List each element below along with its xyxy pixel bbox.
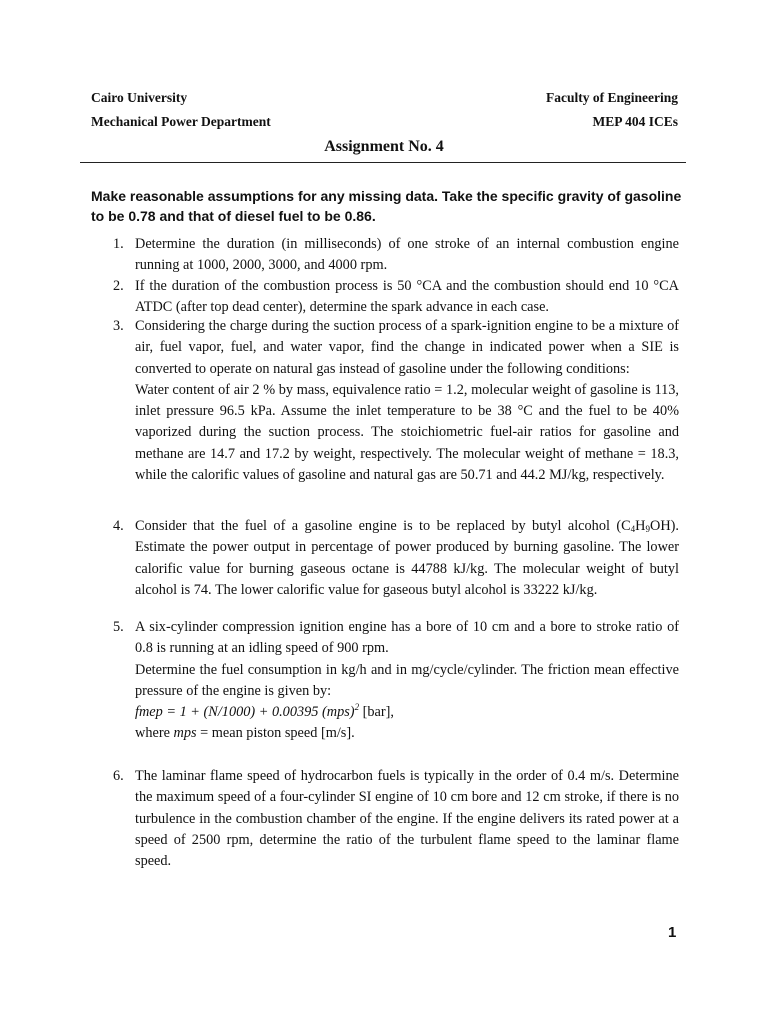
- chem-h: H: [635, 518, 646, 534]
- faculty-name: Faculty of Engineering: [546, 90, 678, 105]
- department-name: Mechanical Power Department: [91, 114, 271, 129]
- question-number: 3.: [113, 318, 124, 334]
- chem-sub: 4: [630, 524, 636, 534]
- question-number: 6.: [113, 768, 124, 784]
- variable: mps: [173, 725, 197, 742]
- question-text: Considering the charge during the suction process of a spark-ignition engine to be a mixture of air, fuel vapor, fuel, and water vapor, find the change in indicated power when a SIE is converted to operate on natural gas instead of gasoline under the following conditions:: [135, 318, 679, 377]
- formula-unit: [bar],: [359, 704, 394, 721]
- question-2: [113, 276, 679, 319]
- page-title: Assignment No. 4: [324, 138, 444, 155]
- page-number: 1: [668, 924, 677, 941]
- question-conditions: Water content of air 2 % by mass, equivalence ratio = 1.2, molecular weight of gasoline is 113, inlet pressure 96.5 kPa. Assume the inlet temperature to be 38 °C and the fuel to be 40% vaporized during the suction process. The stoichiometric fuel-air ratios for gasoline and methane are 14.7 and 17.2 by weight, respectively. The molecular weight of methane = 18.3, while the calorific values of gasoline and natural gas are 50.71 and 44.2 MJ/kg, respectively.: [135, 381, 679, 484]
- question-text: [135, 516, 679, 601]
- question-number: 4.: [113, 518, 124, 534]
- university-name: Cairo University: [91, 90, 188, 105]
- question-text: Determine the duration (in milliseconds) of one stroke of an internal combustion engine running at 1000, 2000, 3000, and 4000 rpm.: [135, 236, 679, 274]
- question-text: A six-cylinder compression ignition engine has a bore of 10 cm and a bore to stroke ratio of 0.8 is running at an idling speed of 900 rpm.: [135, 619, 679, 657]
- course-code: MEP 404 ICEs: [592, 114, 678, 129]
- question-6: [113, 766, 679, 872]
- question-number: 1.: [113, 236, 124, 252]
- instructions: Make reasonable assumptions for any missing data. Take the specific gravity of gasoline to be 0.78 and that of diesel fuel to be 0.86.: [91, 188, 682, 224]
- divider: [80, 162, 686, 163]
- question-number: 2.: [113, 278, 124, 294]
- chem-oh: OH).: [650, 518, 679, 534]
- formula-exponent: 2: [354, 702, 360, 713]
- question-5: [113, 617, 679, 745]
- question-4: [113, 516, 679, 601]
- question-text: If the duration of the combustion process is 50 °CA and the combustion should end 10 °CA ATDC (after top dead center), determine the spark advance in each case.: [135, 278, 679, 316]
- text-segment: where: [135, 725, 174, 742]
- text-segment: = mean piston speed [m/s].: [196, 725, 355, 742]
- question-text: The laminar flame speed of hydrocarbon fuels is typically in the order of 0.4 m/s. Determine the maximum speed of a four-cylinder SI engine of 10 cm bore and 12 cm stroke, if there is no turbulence in the combustion chamber of the engine. If the engine delivers its rated power at a speed of 2500 rpm, determine the ratio of the turbulent flame speed to the laminar flame speed.: [135, 768, 679, 870]
- question-number: 5.: [113, 619, 124, 635]
- question-1: [113, 234, 679, 277]
- fmep-formula: [135, 702, 679, 723]
- chem-sub: 9: [645, 524, 650, 534]
- question-3: [113, 316, 679, 486]
- text-segment: Estimate the power output in percentage of power produced by burning gasoline. The lower calorific value for burning gaseous octane is 44788 kJ/kg. The molecular weight of butyl alcohol is 74. The lower calorific value for gaseous butyl alcohol is 33222 kJ/kg.: [135, 539, 679, 598]
- question-task: Determine the fuel consumption in kg/h and in mg/cycle/cylinder. The friction mean effective pressure of the engine is given by:: [135, 661, 679, 699]
- formula-text: fmep = 1 + (N/1000) + 0.00395 (mps): [135, 704, 355, 721]
- chem-c: C: [621, 518, 631, 534]
- formula-definition: [135, 723, 679, 744]
- text-segment: Consider that the fuel of a gasoline engine is to be replaced by butyl alcohol (: [135, 518, 622, 534]
